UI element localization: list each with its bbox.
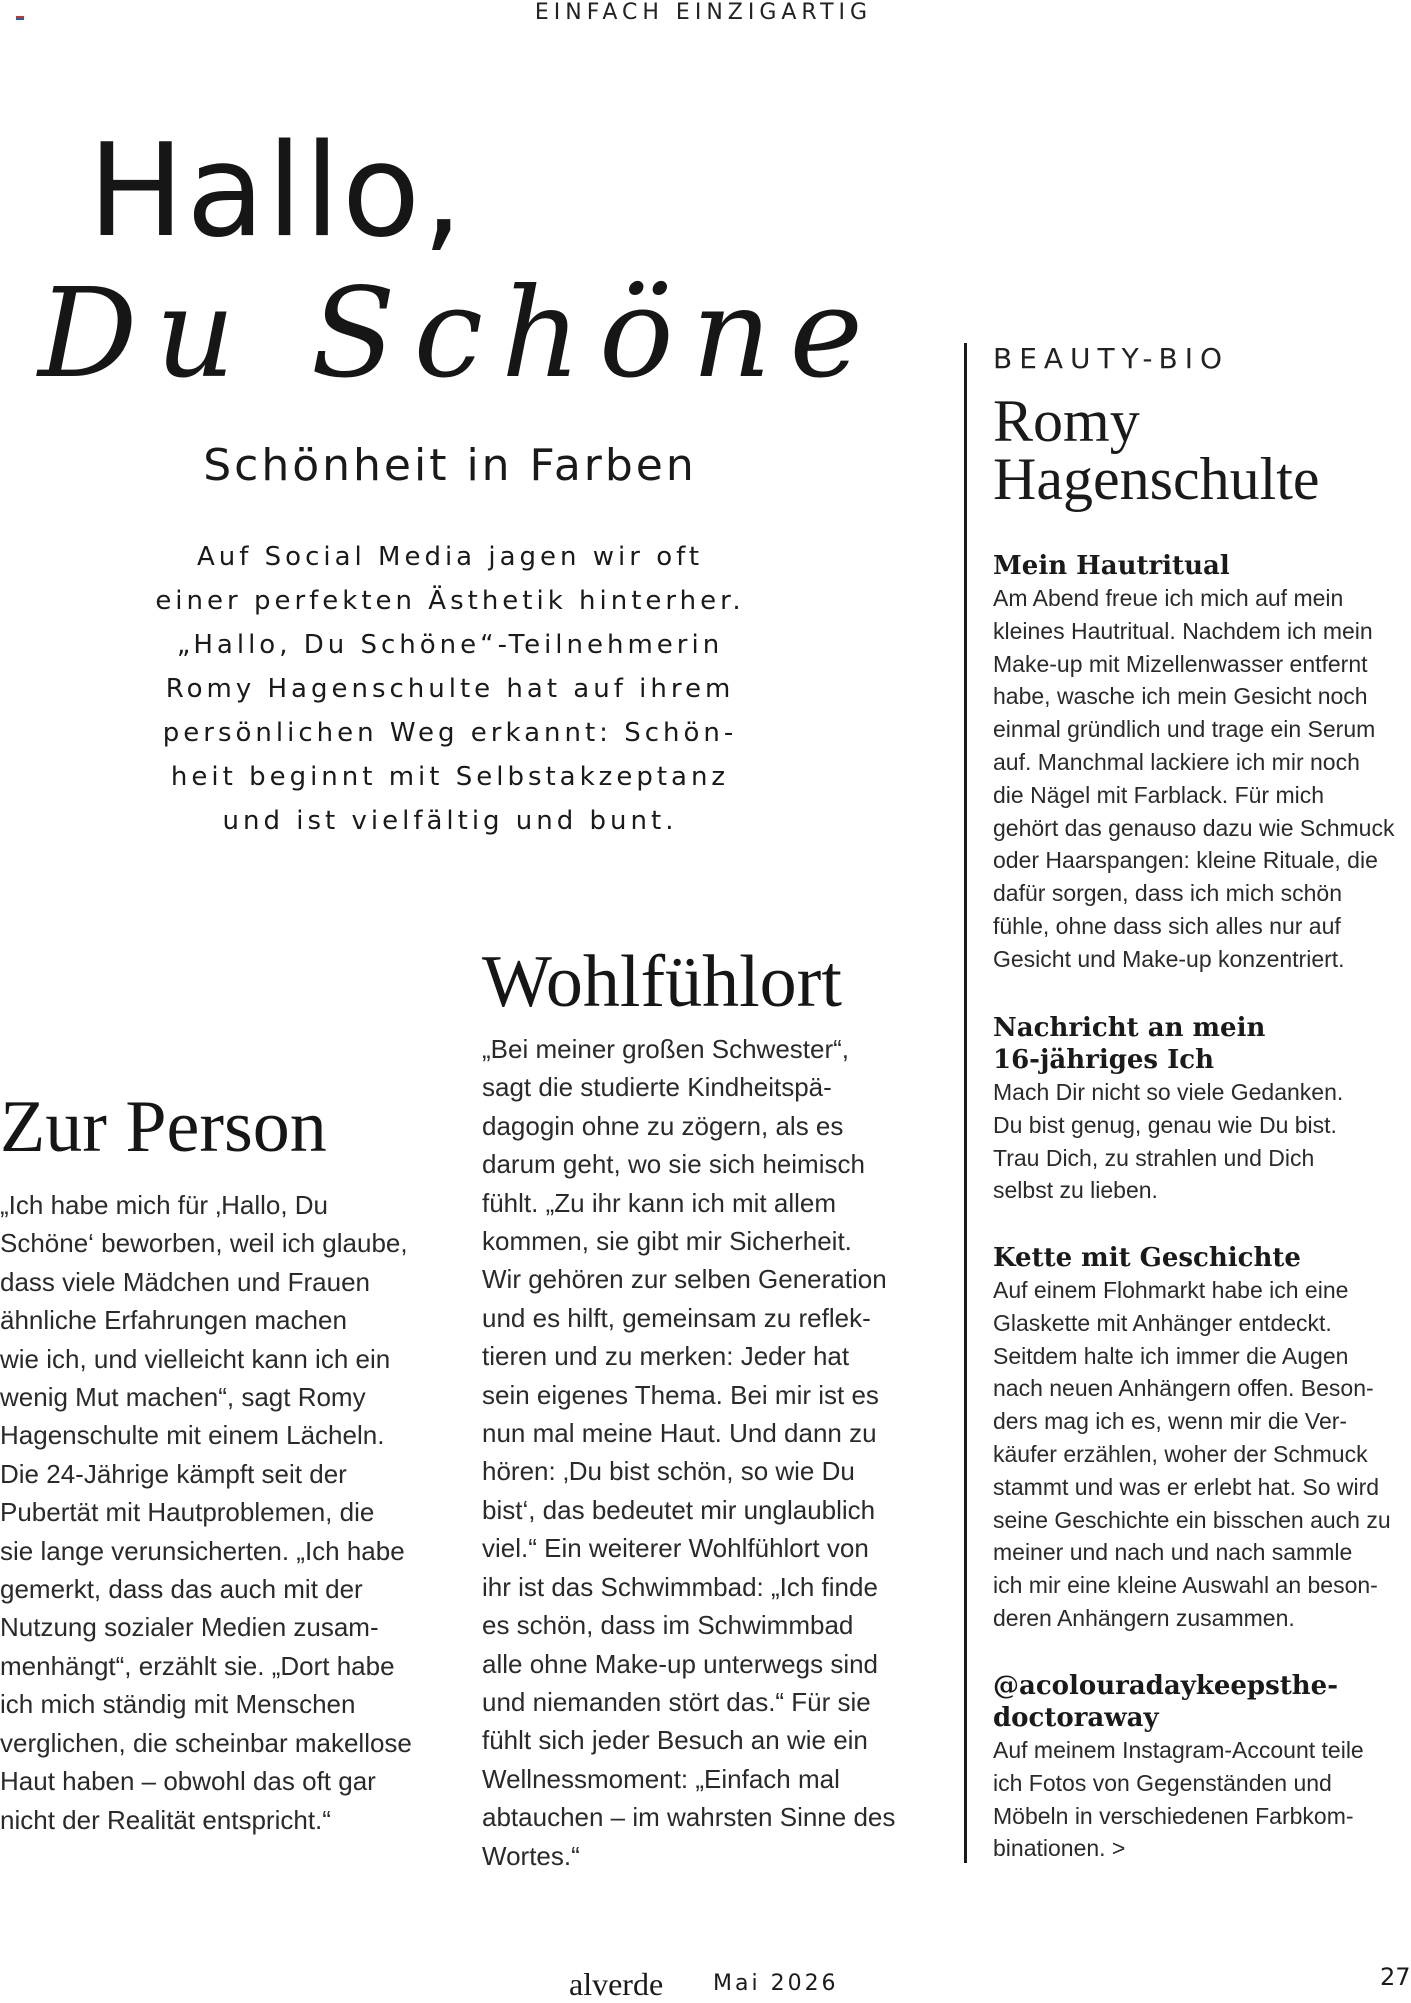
text-line: dass viele Mädchen und Frauen	[0, 1266, 371, 1297]
text-line: Möbeln in verschiedenen Farbkom-	[993, 1802, 1354, 1829]
intro-line: Romy Hagenschulte hat auf ihrem	[165, 674, 735, 704]
sidebar-section-instagram	[993, 1670, 1364, 1865]
issue-date: Mai 2026	[713, 1971, 839, 1996]
sidebar-section-text	[993, 1274, 1391, 1635]
text-line: Schöne‘ beworben, weil ich glaube,	[0, 1228, 408, 1259]
text-line: ich Fotos von Gegenständen und	[993, 1769, 1332, 1796]
sidebar-section-heading: Kette mit Geschichte	[993, 1243, 1301, 1273]
intro-line: heit beginnt mit Selbstakzeptanz	[170, 762, 730, 792]
text-line: ähnliche Erfahrungen machen	[0, 1305, 347, 1336]
text-line: verglichen, die scheinbar makellose	[0, 1727, 412, 1758]
intro-line: und ist vielfältig und bunt.	[222, 806, 678, 836]
intro-line: einer perfekten Ästhetik hinterher.	[155, 586, 745, 616]
text-line: Trau Dich, zu strahlen und Dich	[993, 1144, 1315, 1171]
name-line: Romy	[993, 388, 1140, 454]
sidebar-section-heading: doctoraway	[993, 1703, 1159, 1733]
subtitle: Schönheit in Farben	[203, 440, 697, 491]
text-line: gemerkt, dass das auch mit der	[0, 1574, 363, 1605]
text-line: Wellnessmoment: „Einfach mal	[482, 1763, 840, 1794]
text-line: Die 24-Jährige kämpft seit der	[0, 1458, 347, 1489]
text-line: sein eigenes Thema. Bei mir ist es	[482, 1379, 879, 1410]
text-line: dafür sorgen, dass ich mich schön	[993, 880, 1343, 907]
text-line: ihr ist das Schwimmbad: „Ich finde	[482, 1571, 878, 1602]
text-line: kommen, sie gibt mir Sicherheit.	[482, 1226, 852, 1257]
text-line: nicht der Realität entspricht.“	[0, 1804, 331, 1835]
wohlfuehlort-text	[482, 1030, 895, 1875]
text-line: ders mag ich es, wenn mir die Ver-	[993, 1408, 1348, 1435]
text-line: darum geht, wo sie sich heimisch	[482, 1149, 865, 1180]
text-line: Mach Dir nicht so viele Gedanken.	[993, 1079, 1344, 1105]
sidebar-section-kette	[993, 1242, 1391, 1635]
sidebar-section-heading: 16-jähriges Ich	[993, 1045, 1215, 1075]
intro-line: „Hallo, Du Schöne“-Teilnehmerin	[176, 630, 724, 660]
text-line: „Ich habe mich für ‚Hallo, Du	[0, 1190, 329, 1220]
sidebar-section-hautritual	[993, 550, 1394, 976]
text-line: einmal gründlich und trage ein Serum	[993, 716, 1376, 743]
text-line: ich mir eine kleine Auswahl an beson-	[993, 1572, 1378, 1599]
text-line: sagt die studierte Kindheitspä-	[482, 1072, 832, 1103]
text-line: Make-up mit Mizellenwasser entfernt	[993, 650, 1368, 677]
text-line: habe, wasche ich mein Gesicht noch	[993, 683, 1368, 710]
text-line: seine Geschichte ein bisschen auch zu	[993, 1506, 1391, 1533]
text-line: ich mich ständig mit Menschen	[0, 1689, 356, 1720]
zur-person-text	[0, 1186, 412, 1839]
text-line: sie lange verunsicherten. „Ich habe	[0, 1535, 405, 1566]
intro-line: persönlichen Weg erkannt: Schön-	[162, 718, 738, 748]
sidebar-section-text	[993, 1734, 1364, 1865]
text-line: Glaskette mit Anhänger entdeckt.	[993, 1309, 1332, 1336]
text-line: alle ohne Make-up unterwegs sind	[482, 1648, 879, 1679]
text-line: Auf einem Flohmarkt habe ich eine	[993, 1277, 1349, 1303]
text-line: und niemanden stört das.“ Für sie	[482, 1686, 871, 1717]
text-line: wenig Mut machen“, sagt Romy	[0, 1382, 366, 1413]
text-line: menhängt“, erzählt sie. „Dort habe	[0, 1650, 395, 1681]
text-line: nun mal meine Haut. Und dann zu	[482, 1418, 877, 1449]
text-line: die Nägel mit Farblack. Für mich	[993, 781, 1325, 808]
text-line: Hagenschulte mit einem Lächeln.	[0, 1420, 385, 1451]
intro-line: Auf Social Media jagen wir oft	[196, 542, 704, 572]
text-line: Gesicht und Make-up konzentriert.	[993, 945, 1345, 972]
sidebar-section-heading: Nachricht an mein	[993, 1013, 1266, 1043]
text-line: fühlt. „Zu ihr kann ich mit allem	[482, 1187, 837, 1218]
title-line-2: Du Schöne	[38, 262, 881, 406]
text-line: binationen. >	[993, 1835, 1126, 1862]
text-line: dagogin ohne zu zögern, als es	[482, 1110, 844, 1141]
text-line: Du bist genug, genau wie Du bist.	[993, 1111, 1337, 1138]
sidebar-section-nachricht	[993, 1012, 1343, 1207]
text-line: „Bei meiner großen Schwester“,	[482, 1034, 850, 1064]
text-line: kleines Hautritual. Nachdem ich mein	[993, 617, 1373, 644]
text-line: Wir gehören zur selben Generation	[482, 1264, 887, 1295]
text-line: Auf meinem Instagram-Account teile	[993, 1737, 1364, 1763]
text-line: deren Anhängern zusammen.	[993, 1604, 1295, 1631]
sidebar-divider	[964, 343, 967, 1863]
zur-person-heading: Zur Person	[0, 1086, 327, 1168]
beauty-bio-label: BEAUTY-BIO	[993, 342, 1230, 375]
sidebar-section-heading: @acolouradaykeepsthe-	[993, 1671, 1338, 1701]
text-line: meiner und nach und nach sammle	[993, 1539, 1353, 1566]
wohlfuehlort-heading: Wohlfühlort	[482, 941, 842, 1023]
sidebar-section-heading: Mein Hautritual	[993, 551, 1230, 581]
sidebar-section-text	[993, 1076, 1343, 1207]
text-line: gehört das genauso dazu wie Schmuck	[993, 814, 1395, 841]
text-line: Nutzung sozialer Medien zusam-	[0, 1612, 379, 1643]
text-line: viel.“ Ein weiterer Wohlfühlort von	[482, 1533, 869, 1564]
section-kicker: EINFACH EINZIGARTIG	[534, 0, 873, 25]
text-line: käufer erzählen, woher der Schmuck	[993, 1440, 1368, 1467]
sidebar-section-text	[993, 582, 1394, 976]
text-line: Wortes.“	[482, 1840, 580, 1871]
text-line: wie ich, und vielleicht kann ich ein	[0, 1343, 391, 1374]
intro-paragraph	[110, 535, 790, 843]
text-line: Am Abend freue ich mich auf mein	[993, 585, 1344, 611]
text-line: fühlt sich jeder Besuch an wie ein	[482, 1725, 868, 1756]
page-number: 27	[1380, 1963, 1411, 1991]
text-line: und es hilft, gemeinsam zu reflek-	[482, 1302, 871, 1333]
text-line: stammt und was er erlebt hat. So wird	[993, 1473, 1380, 1500]
name-line: Hagenschulte	[993, 446, 1320, 512]
text-line: nach neuen Anhängern offen. Beson-	[993, 1375, 1374, 1402]
text-line: auf. Manchmal lackiere ich mir noch	[993, 748, 1360, 775]
text-line: selbst zu lieben.	[993, 1177, 1158, 1204]
text-line: bist‘, das bedeutet mir unglaublich	[482, 1494, 876, 1525]
text-line: fühle, ohne dass sich alles nur auf	[993, 912, 1341, 939]
text-line: hören: ‚Du bist schön, so wie Du	[482, 1456, 855, 1487]
magazine-brand: alverde	[569, 1966, 664, 2002]
text-line: Seitdem halte ich immer die Augen	[993, 1342, 1349, 1369]
text-line: abtauchen – im wahrsten Sinne des	[482, 1802, 896, 1833]
text-line: es schön, dass im Schwimmbad	[482, 1610, 854, 1641]
text-line: Pubertät mit Hautproblemen, die	[0, 1497, 375, 1528]
text-line: Haut haben – obwohl das oft gar	[0, 1766, 376, 1797]
title-line-1: Hallo,	[88, 117, 465, 266]
text-line: oder Haarspangen: kleine Rituale, die	[993, 847, 1378, 874]
text-line: tieren und zu merken: Jeder hat	[482, 1341, 850, 1372]
beauty-bio-name	[993, 388, 1320, 512]
